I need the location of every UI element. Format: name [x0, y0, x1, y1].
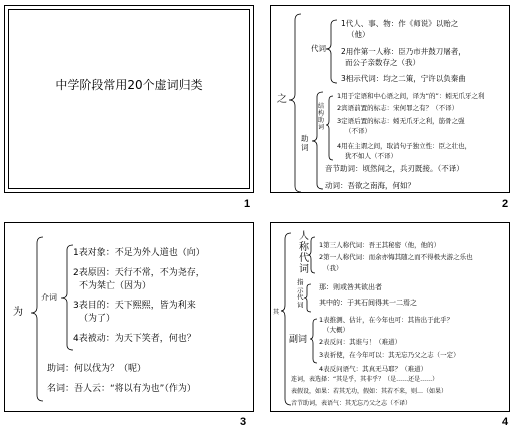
- sub-label-structural: 结构助词: [318, 103, 325, 131]
- group-label-pronoun: 代词: [311, 44, 326, 53]
- slide-title: 中学阶段常用20个虚词归类: [55, 78, 203, 92]
- list-item: 助词：何以伐为？（呢）: [47, 364, 147, 374]
- slide-number-3: 3: [240, 416, 247, 428]
- list-item: 动词：吾欲之南海，何如？: [325, 181, 415, 190]
- slide-1[interactable]: [4, 5, 254, 193]
- list-item: 名词：吾人云：“将以有为也”（作为）: [47, 384, 196, 394]
- list-item: 而公子亲数存之（我）: [345, 58, 420, 67]
- root-char: 其: [273, 309, 280, 316]
- group-label-personal-pronoun: 人称代词: [299, 231, 309, 275]
- list-item: （不译）: [345, 127, 371, 135]
- list-item: （大概）: [323, 326, 349, 334]
- group-label-adverb: 副词: [289, 335, 308, 345]
- list-item: 2用作第一人称：臣乃市井鼓刀屠者，: [341, 47, 466, 56]
- list-item: 不为桀亡（因为）: [79, 281, 152, 291]
- slide-number-2: 2: [502, 198, 509, 210]
- list-item: 4用在主谓之间，取消句子独立性：臣之壮也，: [337, 142, 472, 150]
- list-item: 3表目的：天下熙熙，皆为利来: [73, 301, 196, 311]
- slide-number-1: 1: [244, 198, 251, 210]
- list-item: 1表对象：不足为外人道也（向）: [73, 248, 205, 258]
- list-item: 2第一人称代词：而余亦悔其随之而不得极夫游之乐也: [319, 253, 473, 261]
- list-item: 4表反问语气：其真无马耶？（难道）: [319, 365, 428, 373]
- list-item: 连词，表选择：“其是乎，其非乎？（是……还是……）: [291, 376, 439, 383]
- root-char: 为: [13, 307, 23, 318]
- list-item: 4表被动：为天下笑者，何也？: [73, 334, 196, 344]
- list-item: 1用于定语和中心语之间，译为“的”：蚓无爪牙之利: [337, 92, 485, 100]
- list-item: 音节助词：顷然间之，兵刃既接。（不译）: [325, 164, 464, 173]
- slide-2[interactable]: [270, 5, 510, 193]
- list-item: 2宾语前置的标志：宋何罪之有？（不译）: [337, 104, 459, 112]
- group-label-particle: 助词: [301, 134, 309, 152]
- list-item: 2表原因：天行不常，不为尧存，: [73, 268, 205, 278]
- list-item: 音节助词，表语气：其无忘乃父之志（不译）: [291, 400, 412, 407]
- list-item: 那：则或咎其欲出者: [319, 283, 382, 291]
- list-item: 表假设，如果：若其无功，假如：其若不来，则…（如果）: [291, 388, 448, 395]
- group-label-preposition: 介词: [41, 293, 57, 302]
- slide-1-inner-frame: [8, 9, 250, 189]
- list-item: 3表祈使，在今年可以：其无忘乃父之志（一定）: [319, 351, 460, 359]
- list-item: 3相示代词：均之二策，宁许以负秦曲: [341, 74, 466, 83]
- list-item: 其中的：于其石间得其一二焉之: [319, 299, 417, 307]
- list-item: 犹不如人（不译）: [345, 152, 397, 160]
- list-item: （我）: [323, 264, 343, 272]
- list-item: 1表推测、估计，在今年也可：其皆出于此乎？: [319, 316, 454, 324]
- list-item: 1代人、事、物：作《师说》以贻之: [341, 19, 459, 28]
- group-label-demonstrative: 指示代词: [297, 278, 304, 309]
- list-item: 3定语后置的标志：蚓无爪牙之利，筋骨之强: [337, 117, 465, 125]
- list-item: （为了）: [79, 314, 116, 324]
- list-item: （他）: [347, 30, 370, 39]
- list-item: 2表反问：其谁与！（难道）: [319, 338, 402, 346]
- list-item: 1第三人称代词：吾王其秘密（他，他的）: [319, 241, 441, 249]
- slide-4[interactable]: [270, 222, 510, 412]
- slide-number-4: 4: [502, 416, 509, 428]
- root-char: 之: [277, 94, 287, 105]
- slide-3[interactable]: [4, 222, 254, 412]
